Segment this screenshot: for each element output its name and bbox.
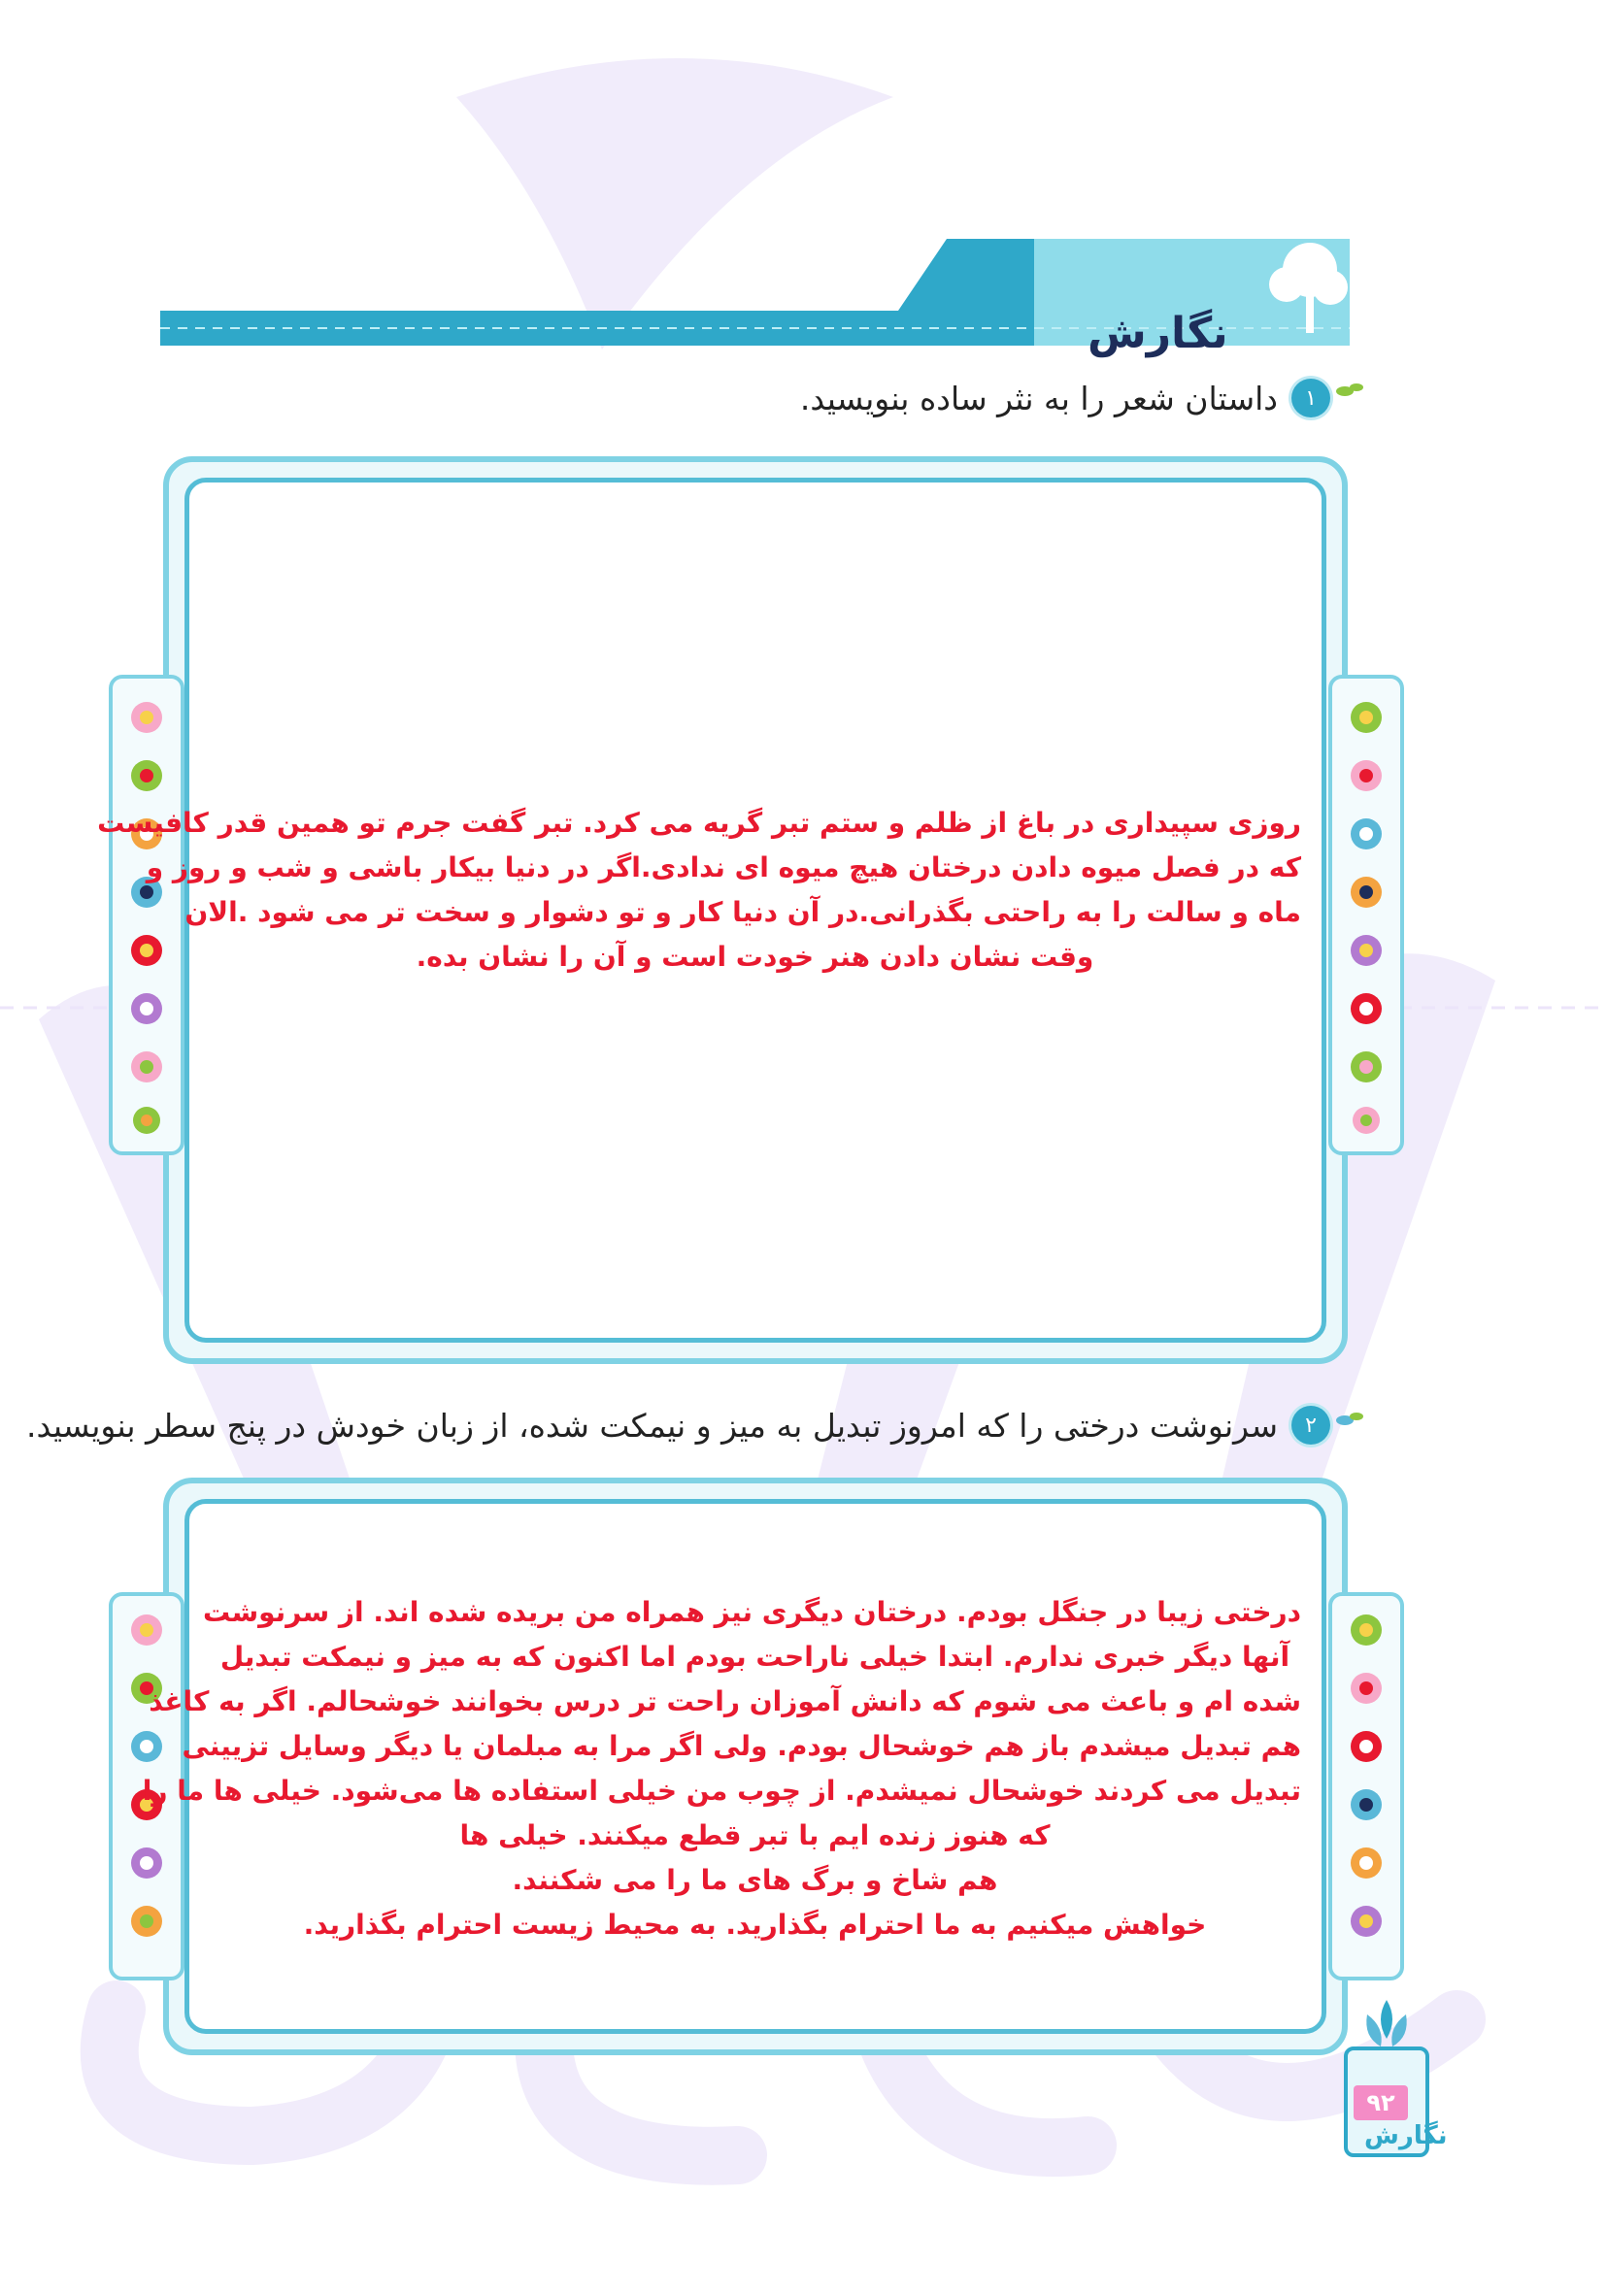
question-2 [26,1406,1330,1445]
page-title: نگارش [1088,309,1228,358]
flower-icon [1351,702,1382,1134]
page-number: ۹۲ [1354,2085,1408,2120]
flower-border-right-2 [1328,1592,1404,1980]
flower-icon [1351,1614,1382,1937]
flower-border-left-1 [109,675,184,1155]
flower-border-right-1 [1328,675,1404,1155]
answer-text-2: درختی زیبا در جنگل بودم. درختان دیگری نیز همراه من بریده شده اند. از سرنوشت آنها دیگر خبری ندارم. ابتدا خیلی ناراحت بودم اما اکنون که به میز و نیمکت تبدیل شده ام و باعث می شوم که دانش آموزان راحت تر درس بخوانند خوشحالم. اگر به کاغذ هم تبدیل میشدم باز هم خوشحال بودم. ولی اگر مرا به مبلمان یا دیگر وسایل تزیینی تبدیل می کردند خوشحال نمیشدم. از چوب من خیلی استفاده ها می‌شود. خیلی ها ما را که هنوز زنده ایم با تبر قطع میکنند. خیلی ها هم شاخ و برگ های ما را می شکنند. خواهش میکنیم به ما احترام بگذارید. به محیط زیست احترام بگذارید. [142,1596,1301,1941]
question-1 [800,379,1330,417]
leaf-icon [1335,1410,1364,1431]
flower-icon [131,702,162,1134]
question-number: ۱ [1291,379,1330,417]
question-text: سرنوشت درختی را که امروز تبدیل به میز و نیمکت شده، از زبان خودش در پنج سطر بنویسید. [26,1406,1278,1445]
question-text: داستان شعر را به نثر ساده بنویسید. [799,379,1278,417]
badge-label: نگارش [1364,2121,1448,2150]
question-number: ۲ [1291,1406,1330,1445]
leaf-icon [1335,381,1364,402]
answer-text-1: روزی سپیداری در باغ از ظلم و ستم تبر گریه می کرد. تبر گفت جرم تو همین قدر کافیست که در فصل میوه دادن درختان هیچ میوه ای ندادی.اگر در دنیا بیکار باشی و شب و روز و ماه و سالت را به راحتی بگذرانی.در آن دنیا کار و تو دشوار و سخت تر می شود .الان وقت نشان دادن هنر خودت است و آن را نشان بده. [97,807,1301,973]
